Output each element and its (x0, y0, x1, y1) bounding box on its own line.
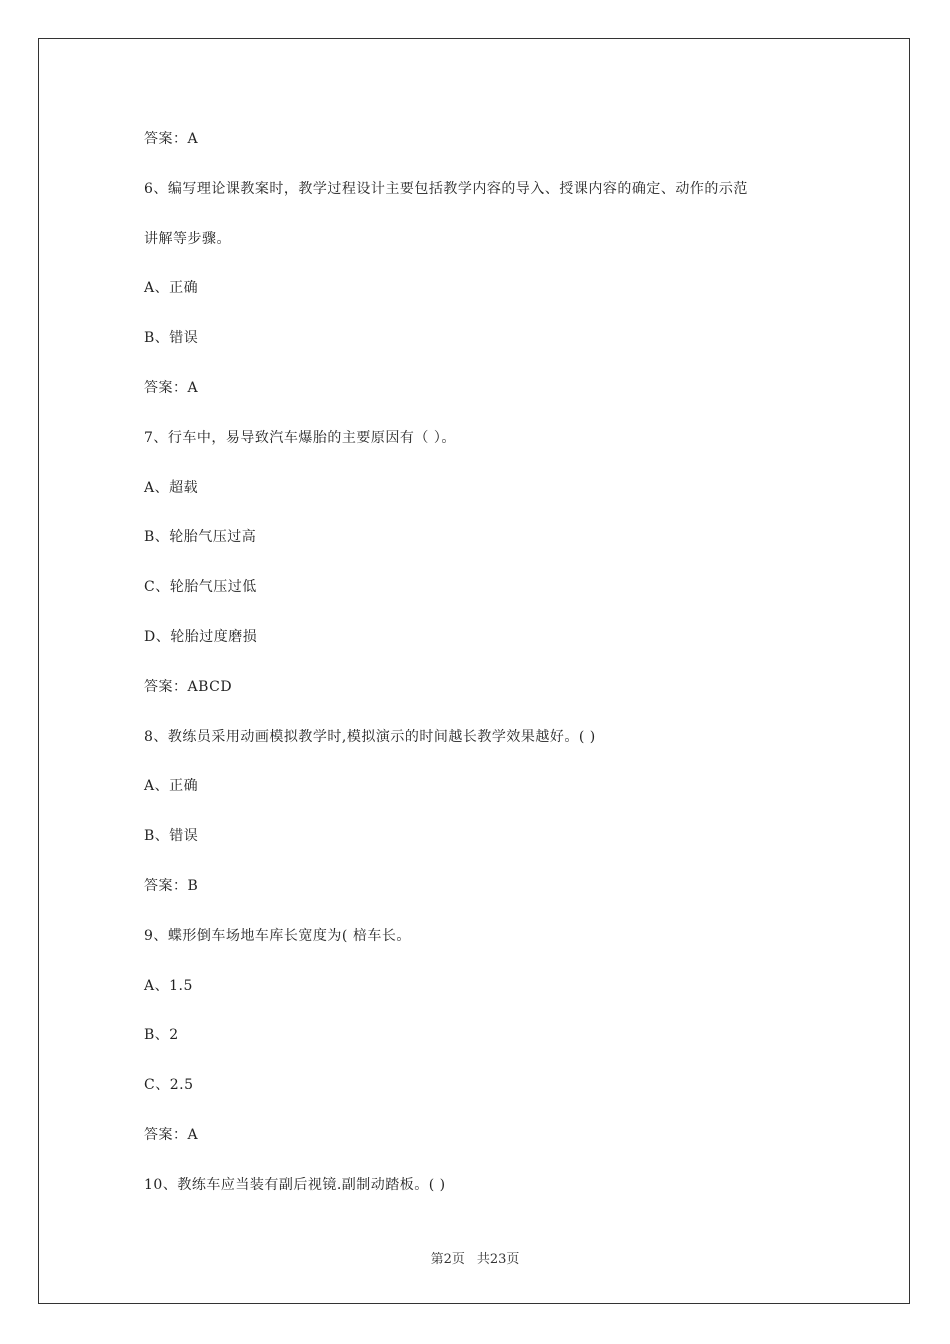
option-b: B、错误 (144, 330, 199, 347)
answer-line: 答案：A (144, 131, 199, 147)
answer-line: 答案：A (144, 379, 199, 396)
document-body (144, 128, 834, 1224)
page-total: 共23页 (476, 1252, 520, 1267)
question-6-continued: 讲解等步骤。 (144, 230, 231, 247)
question-9: 9、蝶形倒车场地车库长宽度为( 棓车长。 (144, 927, 411, 944)
question-10: 10、教练车应当装有副后视镜.副制动踏板。( ) (144, 1176, 446, 1193)
question-7: 7、行车中，易导致汽车爆胎的主要原因有（ ）。 (144, 429, 456, 446)
option-d: D、轮胎过度磨损 (144, 628, 258, 645)
option-a: A、正确 (144, 778, 199, 795)
question-6: 6、编写理论课教案时，教学过程设计主要包括教学内容的导入、授课内容的确定、动作的示范 (144, 180, 748, 197)
page-footer (0, 1248, 950, 1267)
option-c: C、2.5 (144, 1077, 194, 1094)
answer-line: 答案：B (144, 877, 199, 894)
option-c: C、轮胎气压过低 (144, 579, 257, 596)
option-b: B、错误 (144, 828, 199, 845)
question-8: 8、教练员采用动画模拟教学时,模拟演示的时间越长教学效果越好。( ) (144, 728, 596, 745)
answer-line: 答案：A (144, 1126, 199, 1143)
option-a: A、超载 (144, 479, 199, 496)
answer-line: 答案：ABCD (144, 678, 233, 695)
option-b: B、2 (144, 1027, 179, 1044)
page-number: 第2页 (430, 1252, 465, 1267)
option-b: B、轮胎气压过高 (144, 529, 257, 546)
option-a: A、1.5 (144, 977, 193, 994)
option-a: A、正确 (144, 280, 199, 297)
